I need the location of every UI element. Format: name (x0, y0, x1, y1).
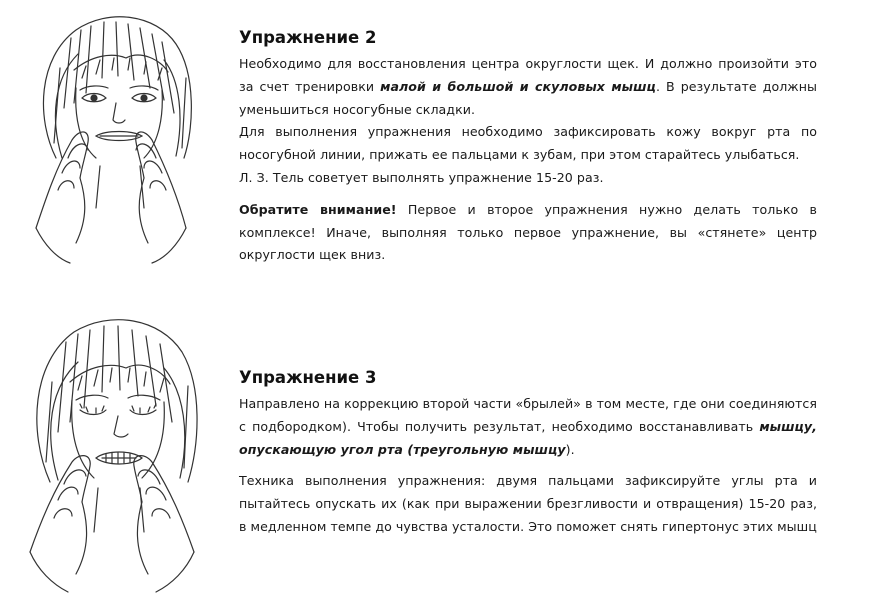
text: Направлено на коррекцию второй части «брылей» в том месте, где они соединяются с подбородком). Чтобы получить результат, необходимо восстанавливать (239, 396, 817, 434)
text: . В результате должны уменьшиться носогубные складки. (239, 78, 817, 117)
note-label: Обратите внимание! (239, 201, 397, 217)
face-sketch-cheeks-icon (16, 8, 206, 270)
exercise-3-title: Упражнение 3 (239, 368, 377, 387)
emphasis: мышцу, опускающую угол рта (треугольную мышцу (239, 418, 817, 457)
emphasis: малой и большой и скуловых мышц (380, 78, 656, 94)
exercise-3-paragraph-2: Техника выполнения упражнения: двумя пальцами зафиксируйте углы рта и пытайтесь опускать их (как при выражении брезгливости и отвращения) 15-20 раз, в медленном темпе до чувства усталости. Это поможет снять гипертонус этих мышц (239, 473, 817, 534)
exercise-2-paragraph-3: Л. З. Тель советует выполнять упражнение 15-20 раз. (239, 169, 604, 185)
exercise-2-title: Упражнение 2 (239, 28, 377, 47)
face-sketch-mouth-corners-icon (14, 312, 210, 598)
text: ). (565, 441, 575, 457)
exercise-2-note (239, 199, 817, 267)
exercise-2-paragraph-1 (239, 53, 817, 121)
note-text: Первое и второе упражнения нужно делать только в комплексе! Иначе, выполняя только первое упражнение, вы «стянете» центр округлости щек вниз. (239, 201, 818, 263)
text: Необходимо для восстановления центра округлости щек. И должно произойти это за счет тренировки (239, 56, 817, 94)
exercise-2-paragraph-2: Для выполнения упражнения необходимо зафиксировать кожу вокруг рта по носогубной линии, прижать ее пальцами к зубам, при этом старайтесь улыбаться. (239, 124, 817, 163)
exercise-3-paragraph-1 (239, 393, 817, 461)
exercise-3-section (239, 368, 817, 539)
exercise-2-section (239, 28, 817, 267)
